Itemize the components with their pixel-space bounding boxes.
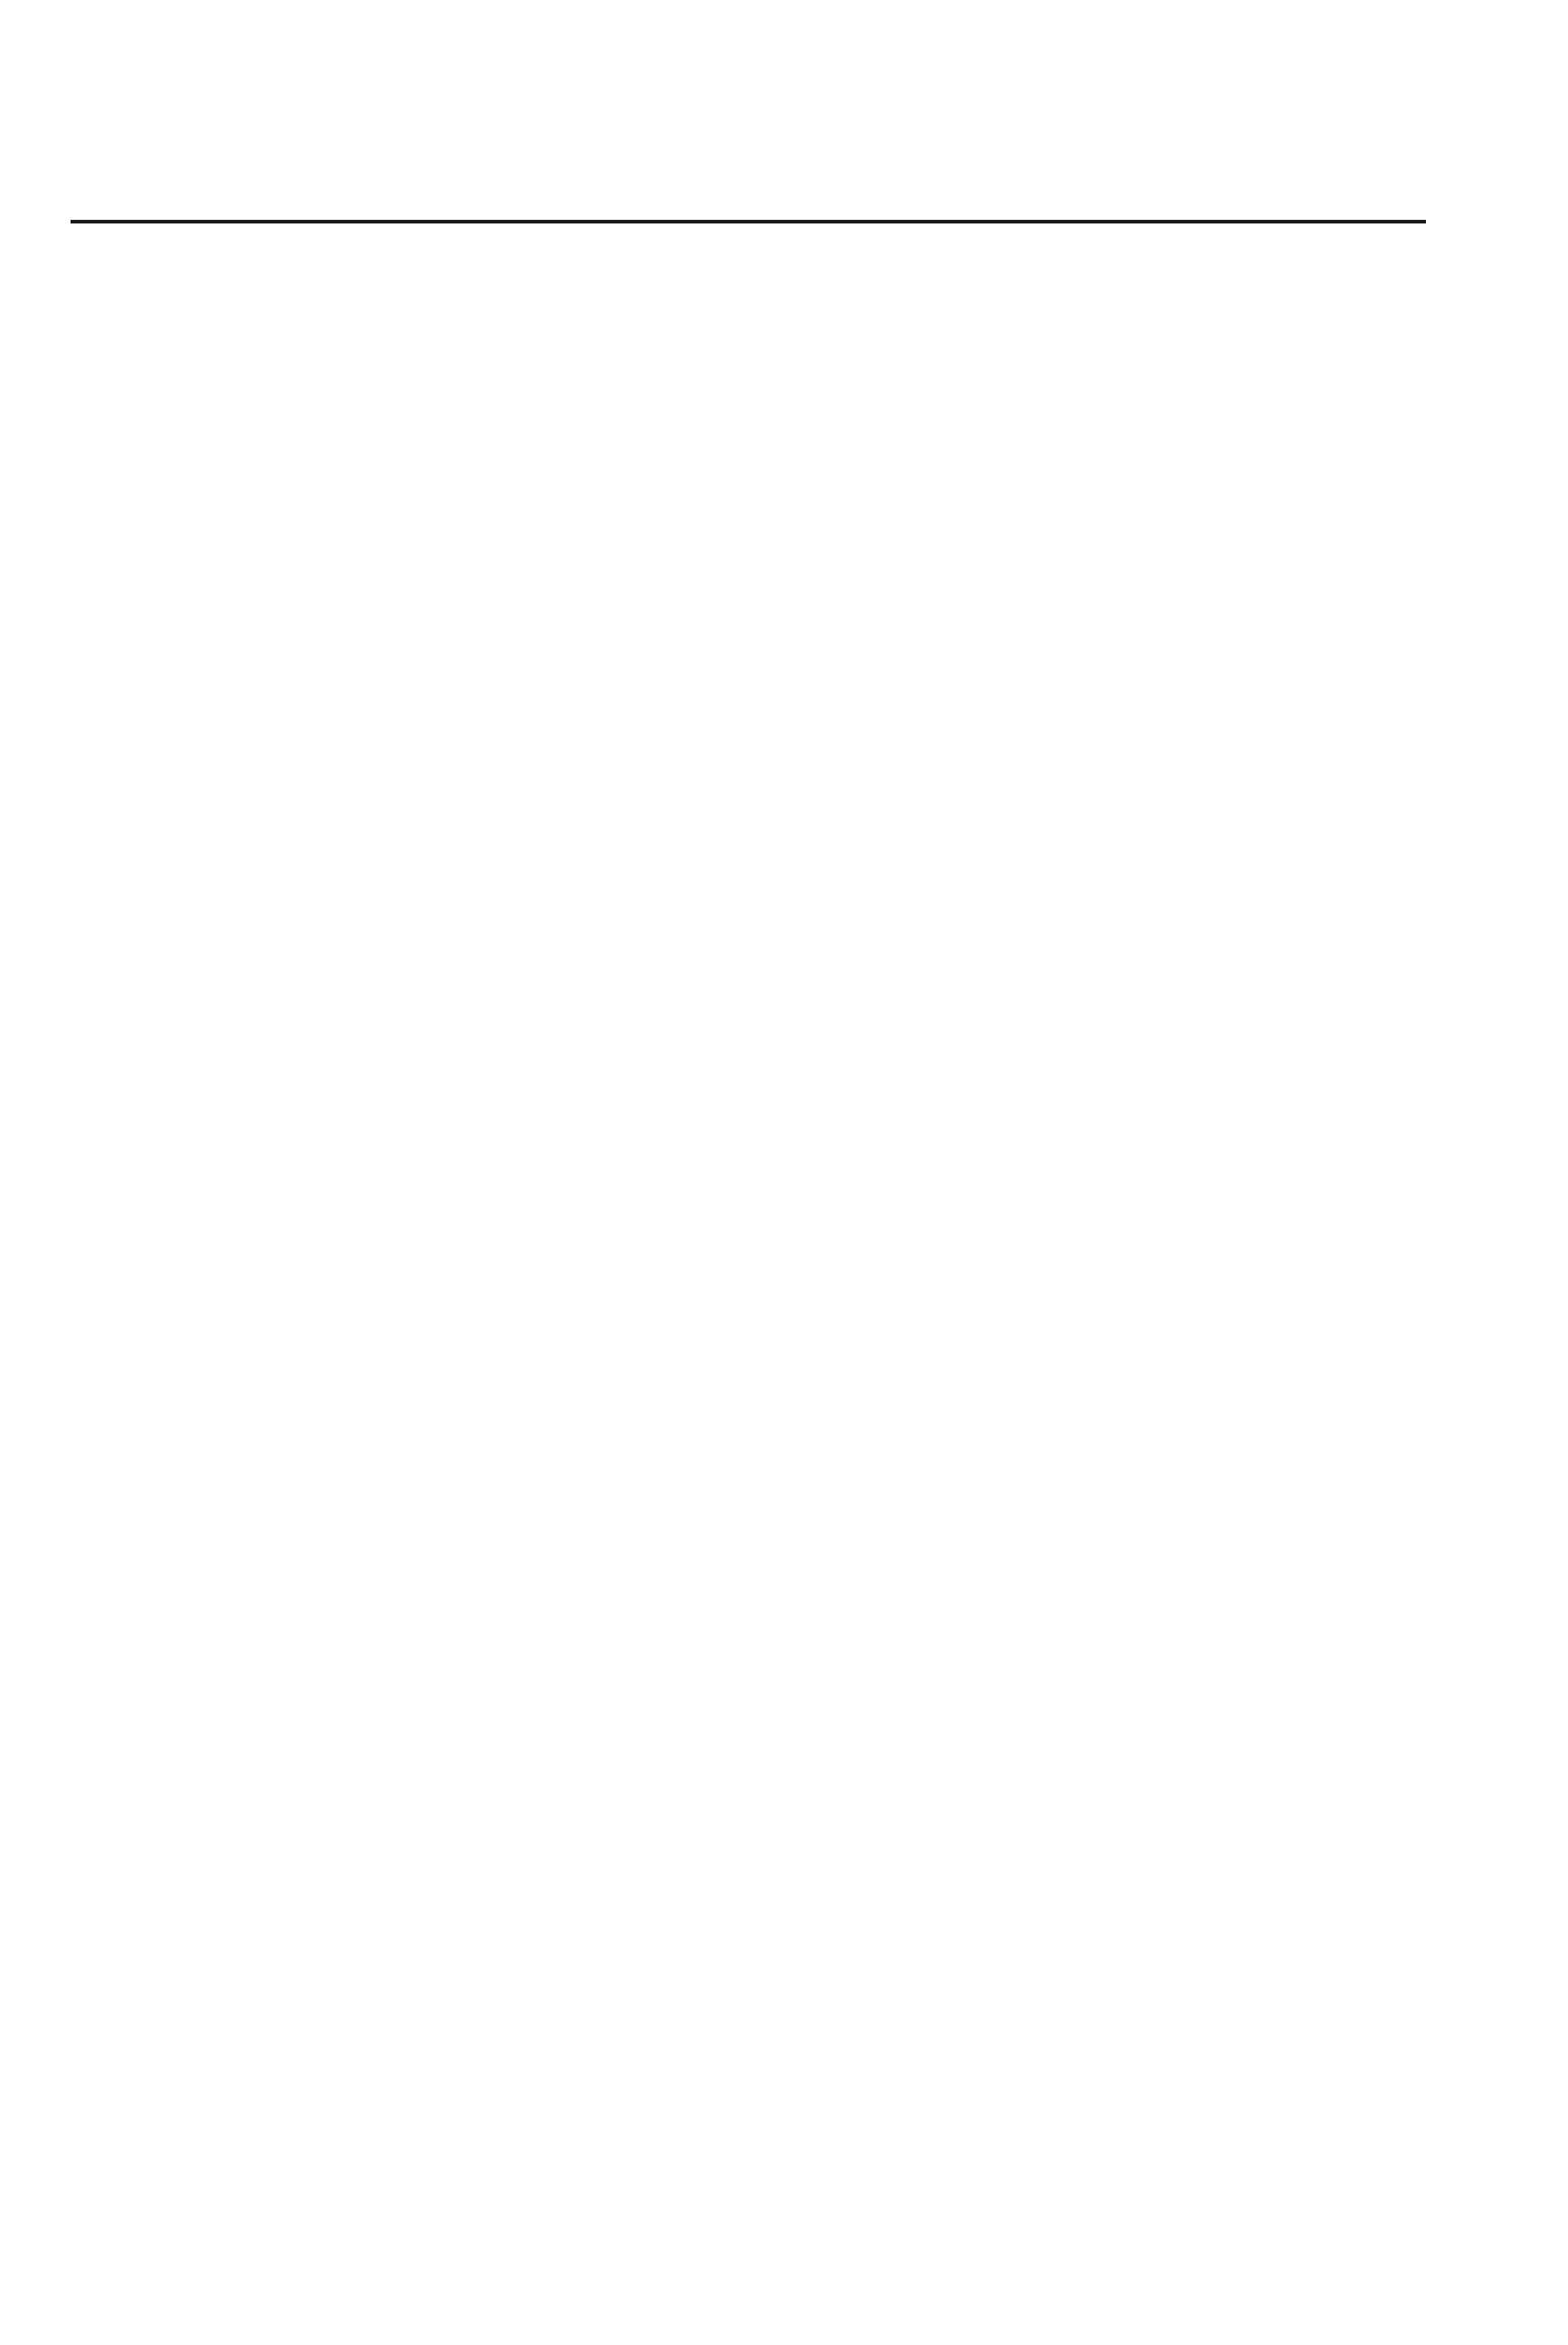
header-rule (71, 220, 1426, 223)
